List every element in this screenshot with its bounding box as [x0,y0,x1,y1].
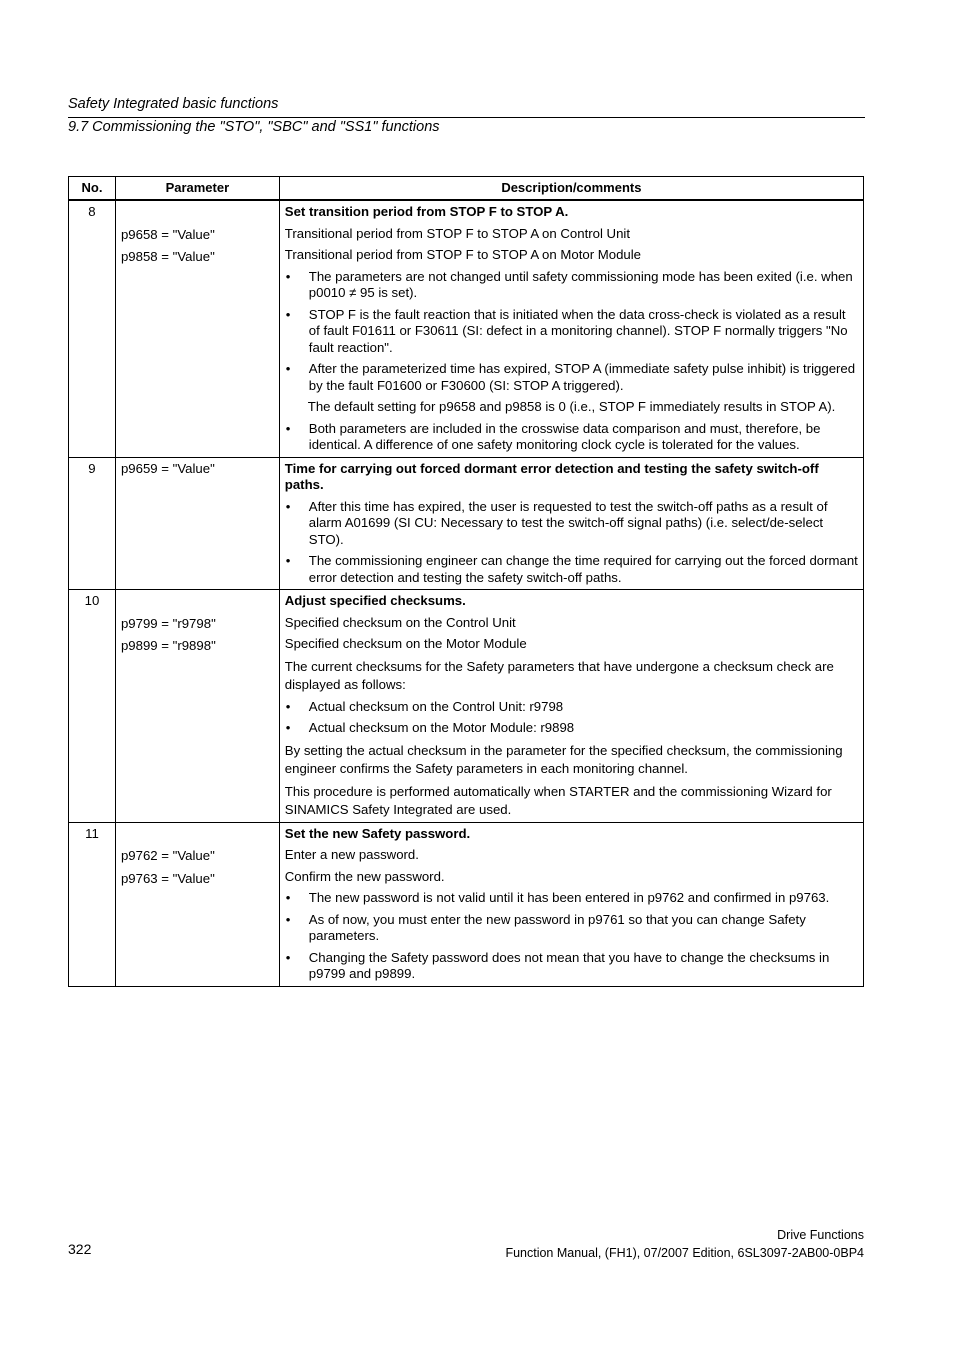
bullet-item [285,553,858,586]
step-title: Set the new Safety password. [284,825,471,841]
bullet-item [285,950,858,983]
bullet-icon: • [285,720,291,735]
step-title: Set transition period from STOP F to STOP A. [284,204,569,219]
table-row [69,590,864,823]
description-cell [279,457,863,590]
document-info: Function Manual, (FH1), 07/2007 Edition, 6SL3097-2AB00-0BP4 [505,1246,864,1260]
parameter-value: p9799 = "r9798" [120,615,216,631]
bullet-text: After this time has expired, the user is requested to test the switch-off paths as a result of alarm A01699 (SI CU: Necessary to test the switch-off signal paths) (i.e. select/de-select STO). [308,498,828,547]
bullet-icon: • [285,498,291,514]
indented-note: The default setting for p9658 and p9858 is 0 (i.e., STOP F immediately results in STOP A). [307,399,836,414]
bullet-icon: • [285,553,291,568]
parameter-cell [115,590,279,823]
bullet-text: The parameters are not changed until safety commissioning mode has been exited (i.e. when p0010 ≠ 95 is set). [308,268,853,300]
bullet-item [285,912,858,945]
bullet-icon: • [285,268,291,284]
bullet-icon: • [285,361,291,376]
section-title: 9.7 Commissioning the "STO", "SBC" and "SS1" functions [68,119,440,135]
description-line: Specified checksum on the Motor Module [284,636,527,651]
step-number: 11 [69,822,116,986]
bullet-text: As of now, you must enter the new password in p9761 so that you can change Safety parameters. [308,911,806,943]
step-number: 8 [69,200,116,457]
bullet-text: Actual checksum on the Motor Module: r9898 [308,720,575,735]
parameter-value: p9658 = "Value" [120,226,215,242]
step-number: 10 [69,590,116,823]
table-row [69,822,864,986]
parameter-value: p9763 = "Value" [120,870,215,886]
table-row [69,200,864,457]
step-title: Time for carrying out forced dormant error detection and testing the safety switch-off paths. [284,460,819,492]
bullet-icon: • [285,949,291,965]
description-line: Transitional period from STOP F to STOP A on Motor Module [284,247,642,262]
bullet-text: The commissioning engineer can change the time required for carrying out the forced dormant error detection and testing the safety switch-off paths. [308,553,858,585]
bullet-item [285,361,858,394]
column-header-no: No. [69,177,116,201]
description-line: Specified checksum on the Control Unit [284,614,516,630]
chapter-title: Safety Integrated basic functions [68,96,279,112]
parameter-cell [115,457,279,590]
parameter-value: p9762 = "Value" [120,848,215,863]
bullet-item [285,499,858,549]
description-line: Enter a new password. [284,847,419,862]
column-header-description: Description/comments [279,177,863,201]
parameter-value: p9659 = "Value" [120,460,215,476]
description-paragraph: By setting the actual checksum in the parameter for the specified checksum, the commissioning engineer confirms the Safety parameters in each monitoring channel. [284,742,843,776]
description-cell [279,590,863,823]
description-line: Transitional period from STOP F to STOP A on Control Unit [284,225,631,241]
page-footer-info [505,1226,864,1262]
column-header-parameter: Parameter [115,177,279,201]
bullet-icon: • [285,306,291,322]
description-paragraph: The current checksums for the Safety parameters that have undergone a checksum check are displayed as follows: [284,658,834,692]
document-title: Drive Functions [777,1228,864,1242]
description-cell [279,822,863,986]
bullet-item [285,890,858,907]
parameter-cell [115,200,279,457]
description-paragraph: This procedure is performed automatically when STARTER and the commissioning Wizard for SINAMICS Safety Integrated are used. [284,783,832,817]
step-number: 9 [69,457,116,590]
commissioning-table [68,176,864,987]
bullet-item [285,269,858,302]
bullet-icon: • [285,890,291,905]
bullet-icon: • [285,911,291,927]
bullet-item [285,699,858,716]
bullet-text: After the parameterized time has expired, STOP A (immediate safety pulse inhibit) is triggered by the fault F01600 or F30600 (SI: STOP A triggered). [308,361,856,393]
parameter-value: p9899 = "r9898" [120,638,216,653]
page-header [68,95,865,136]
bullet-text: Actual checksum on the Control Unit: r9798 [308,698,564,714]
description-line: Confirm the new password. [284,868,445,884]
bullet-text: Both parameters are included in the crosswise data comparison and must, therefore, be identical. A difference of one safety monitoring clock cycle is tolerated for the values. [308,420,821,452]
parameter-value: p9858 = "Value" [120,249,215,264]
page-number: 322 [68,1241,92,1257]
bullet-text: Changing the Safety password does not mean that you have to change the checksums in p9799 and p9899. [308,949,830,981]
parameter-cell [115,822,279,986]
bullet-item [285,307,858,357]
bullet-item [285,421,858,454]
bullet-icon: • [285,420,291,436]
bullet-text: The new password is not valid until it has been entered in p9762 and confirmed in p9763. [308,890,830,905]
step-title: Adjust specified checksums. [284,593,466,608]
bullet-text: STOP F is the fault reaction that is initiated when the data cross-check is violated as a result of fault F01611 or F30611 (SI: defect in a monitoring channel). STOP F normally triggers "No fault reaction". [308,306,848,355]
table-row [69,457,864,590]
table-header-row [69,177,864,201]
bullet-icon: • [285,698,291,714]
bullet-item [285,720,858,737]
description-cell [279,200,863,457]
